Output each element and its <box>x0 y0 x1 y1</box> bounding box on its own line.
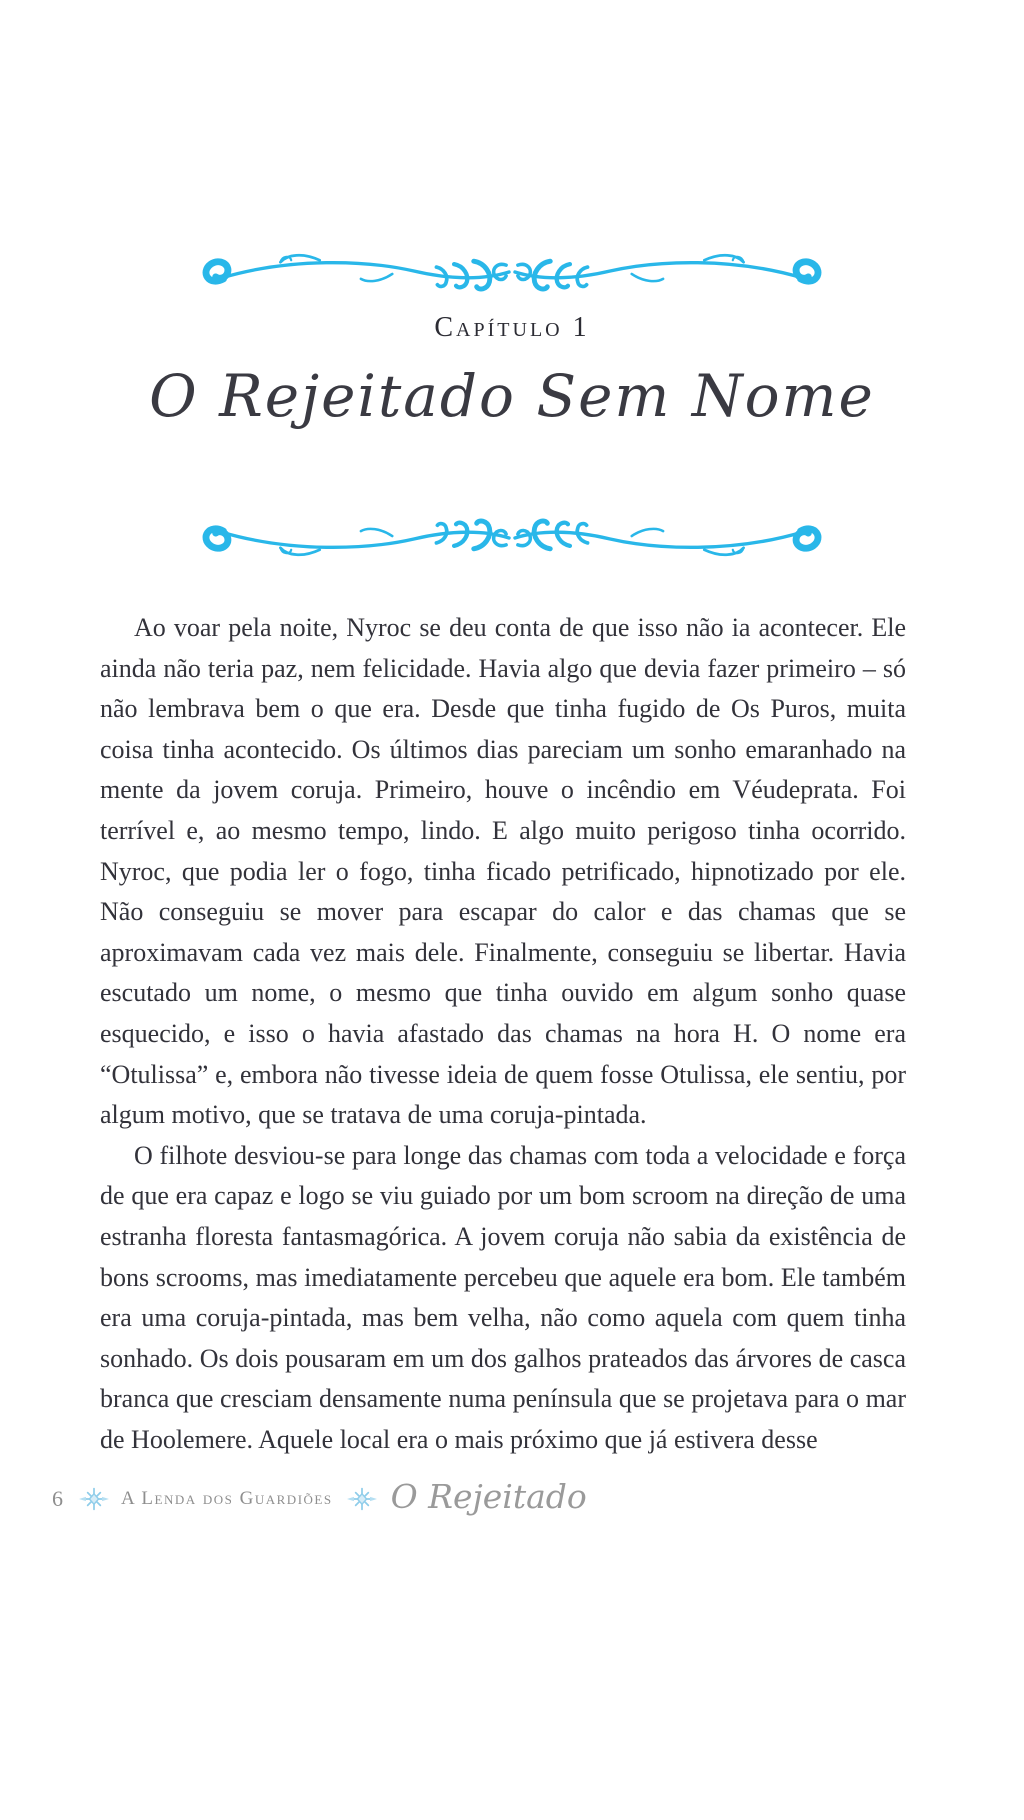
chapter-title: O Rejeitado Sem Nome <box>149 362 875 430</box>
paragraph-1: Ao voar pela noite, Nyroc se deu conta de que isso não ia acontecer. Ele ainda não teria paz, nem felicidade. Havia algo que devia fazer primeiro – só não lembrava bem o que era. Desde que tinha fugido de Os Puros, muita coisa tinha acontecido. Os últimos dias pareciam um sonho emaranhado na mente da jovem coruja. Primeiro, houve o incêndio em Véudeprata. Foi terrível e, ao mesmo tempo, lindo. E algo muito perigoso tinha ocorrido. Nyroc, que podia ler o fogo, tinha ficado petrificado, hipnotizado por ele. Não conseguiu se mover para escapar do calor e das chamas que se aproximavam cada vez mais dele. Finalmente, conseguiu se libertar. Havia escutado um nome, o mesmo que tinha ouvido em algum sonho quase esquecido, e isso o havia afastado das chamas na hora H. O nome era “Otulissa” e, embora não tivesse ideia de quem fosse Otulissa, ele sentiu, por algum motivo, que se tratava de uma coruja-pintada. <box>100 613 906 1130</box>
series-title: A Lenda dos Guardiões <box>121 1487 333 1509</box>
flourish-svg <box>198 250 826 296</box>
book-title: O Rejeitado <box>390 1477 587 1517</box>
flourish-divider-top-icon <box>198 250 826 296</box>
body-text <box>100 608 906 1460</box>
paragraph-2: O filhote desviou-se para longe das chamas com toda a velocidade e força de que era capaz e logo se viu guiado por um bom scroom na direção de uma estranha floresta fantasmagórica. A jovem coruja não sabia da existência de bons scrooms, mas imediatamente percebeu que aquele era bom. Ele também era uma coruja-pintada, mas bem velha, não como aquela com quem tinha sonhado. Os dois pousaram em um dos galhos prateados das árvores de casca branca que cresciam densamente numa península que se projetava para o mar de Hoolemere. Aquele local era o mais próximo que já estivera desse <box>100 1140 906 1454</box>
flourish-svg <box>198 514 826 560</box>
chapter-label: Capítulo 1 <box>434 312 590 343</box>
page-number: 6 <box>52 1485 63 1511</box>
page-footer <box>52 1477 1024 1517</box>
snowflake-icon <box>347 1486 377 1512</box>
flourish-divider-bottom-icon <box>198 514 826 560</box>
snowflake-icon <box>79 1486 109 1512</box>
